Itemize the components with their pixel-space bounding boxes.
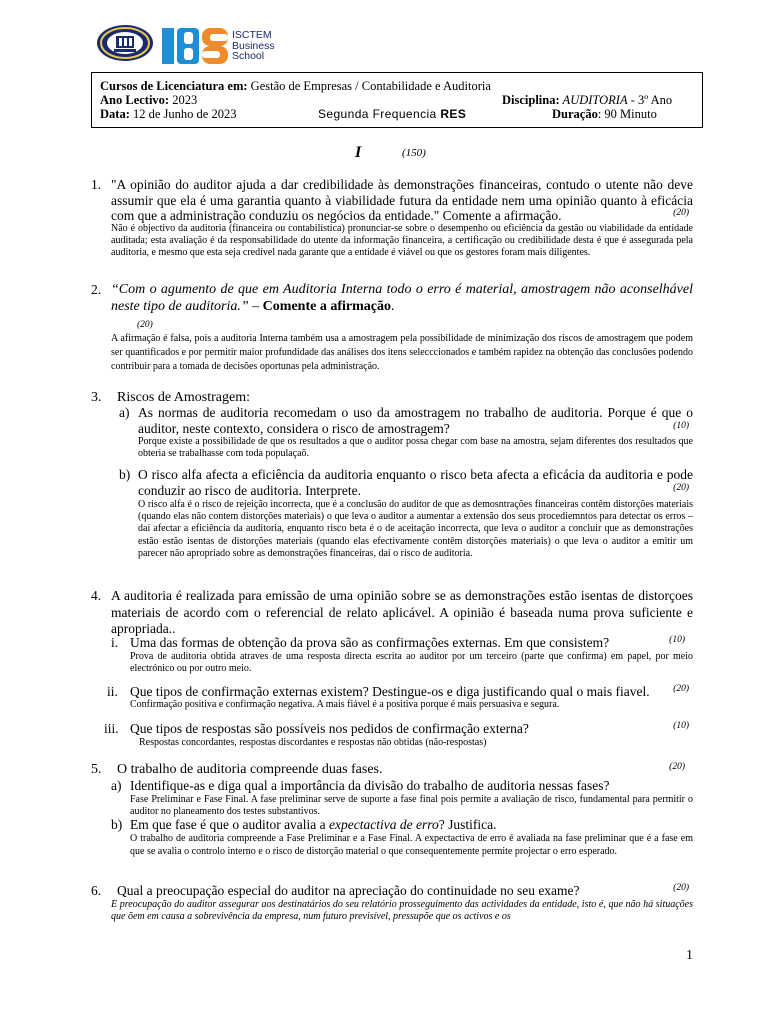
question-5-title: O trabalho de auditoria compreende duas fases.	[117, 762, 383, 777]
question-5b-emphasis: expectactiva de erro	[329, 817, 439, 832]
question-number: 2.	[91, 282, 102, 297]
question-4iii-text: Que tipos de respostas são possíveis nos pedidos de confirmação externa?	[130, 721, 529, 736]
item-text	[138, 405, 693, 436]
item-label: ii.	[107, 684, 118, 699]
answer-5a: Fase Preliminar e Fase Final. A fase preliminar serve de suporte a fase final pois permite a avaliação de risco, fundamental para permitir o auditor no planeamento dos testes substantivos.	[130, 794, 693, 817]
isctem-seal-logo	[96, 24, 154, 62]
page-number: 1	[686, 948, 693, 963]
item-text	[130, 817, 693, 833]
question-points: (20)	[673, 883, 689, 893]
frequency-title	[318, 107, 466, 121]
question-text	[111, 177, 693, 224]
question-4-text: A auditoria é realizada para emissão de uma opinião sobre se as demonstrações estão isentas de distorçoes materiais de acordo com o referencial de relato aplicável. A opinião é baseada numa prova suficiente e apropriada..	[111, 588, 693, 636]
exam-header-box	[91, 72, 703, 128]
date-label: Data:	[100, 107, 130, 121]
answer-6: É preocupação do auditor assegurar aos destinatários do seu relatório prosseguimento das actividades da entidade, isto é, que não há situações que õem em causa a sobrevivência da empresa, num futuro previsível, pressupõe que os activos e os	[111, 899, 693, 922]
section-heading	[0, 146, 768, 162]
answer-3b: O risco alfa é o risco de rejeição incorrecta, que é a conclusão do auditor de que as demosntrações financeiras contêm distorções materiais (quando elas não contem distorções materiais) o que leva o auditor a aumentar a extensão dos seus procediemntos para detectar os erros – daí afectar a eficiência da auditoria, enquanto risco beta é o de aceitação incorrecta, que leva o auditor a concluir que as demonstrações estão estão isentas de distorções materiais (quando elas efectivamente contêm distorções materiais) o que leva o auditor a emitir um parecer não apropriado sobre as demonstrações financeiras, daí o risco de auditoria.	[138, 499, 693, 559]
question-3a	[119, 405, 693, 436]
answer-4i: Prova de auditoria obtida atraves de uma resposta directa escrita ao auditor por um terceiro (parte que confirma) em papel, por meio electrónico ou por outro meio.	[130, 651, 693, 674]
question-5	[91, 762, 693, 778]
item-points: (10)	[673, 721, 689, 731]
question-number: 3.	[91, 390, 102, 405]
question-points: (20)	[673, 208, 689, 218]
question-text	[111, 281, 693, 315]
item-text	[138, 467, 693, 498]
ibs-text-3: School	[232, 50, 265, 62]
ibs-text-1: ISCTEM	[232, 29, 272, 41]
item-text	[130, 684, 693, 700]
courses-label: Cursos de Licenciatura em:	[100, 79, 248, 93]
header-row-year	[100, 93, 694, 107]
question-2-dash: –	[248, 299, 263, 314]
question-text	[117, 883, 693, 899]
item-label: i.	[111, 635, 119, 650]
question-number: 5.	[91, 762, 102, 777]
ibs-logo	[162, 26, 302, 66]
question-5a	[111, 778, 693, 794]
courses-value: Gestão de Empresas / Contabilidade e Auditoria	[247, 79, 491, 93]
answer-1: Não é objectivo da auditoria (financeira ou contabilística) pronunciar-se sobre o desempenho ou eficiência da gestão ou viabilidade da entidade auditada; esta avaliação é da responsabilidade do utente da informação financeira, a certificação ou credibilidade desta é que é assegurada pela auditoria, e mesmo que esta seja credível nada garante que a entidade é viável ou que os gestores foram mais diligentes.	[111, 223, 693, 258]
question-number: 6.	[91, 883, 102, 898]
question-number: 1.	[91, 177, 102, 192]
item-label: a)	[119, 405, 130, 420]
question-3b-text: O risco alfa afecta a eficiência da auditoria enquanto o risco beta afecta a eficácia da auditoria e pode conduzir ao risco de auditoria. Interprete.	[138, 467, 693, 498]
year-label: Ano Lectivo:	[100, 93, 170, 107]
item-label: b)	[119, 467, 131, 482]
answer-5b: O trabalho de auditoria compreende a Fase Preliminar e a Fase Final. A expectactiva de erro é avaliada na fase preliminar que é a fase em que se avalia o controlo interno e o risco de distorção material o que consequentemente permite projectar o erro esperado.	[130, 833, 693, 857]
header-row-date	[100, 107, 694, 121]
question-2-points: (20)	[137, 320, 153, 330]
answer-2: A afirmação é falsa, pois a auditoria Interna também usa a amostragem pela possibilidade de minimização dos riscos de amostragem que podem ser quantificados e por permitir maior profundidade das análises dos itens selecccionados e também rapidez na obtenção das conclusões podendo contribuir para a tomada de decisões oportunas pela administração.	[111, 333, 693, 372]
question-1-text: "A opinião do auditor ajuda a dar credibilidade às demonstrações financeiras, contudo o utente não deve assumir que ela é uma garantia quanto à viabilidade futura da entidade nem uma opinião quanto à eficácia com que a administração conduziu os negócios da entidade." Comente a afirmação.	[111, 177, 693, 223]
item-points: (20)	[673, 482, 689, 493]
question-4i	[111, 635, 693, 651]
section-points: (150)	[402, 147, 426, 159]
duration-label: Duração	[552, 107, 598, 121]
question-4iii	[104, 721, 693, 737]
discipline-label: Disciplina:	[502, 93, 560, 107]
question-3-title: Riscos de Amostragem:	[117, 390, 250, 405]
question-4ii	[107, 684, 693, 700]
year-value: 2023	[169, 93, 198, 107]
question-4	[91, 588, 693, 638]
question-5a-text: Identifique-as e diga qual a importância da divisão do trabalho de auditoria nessas fases?	[130, 778, 610, 793]
question-text	[117, 762, 693, 778]
question-number: 4.	[91, 588, 102, 603]
frequency-text: Segunda Frequencia	[318, 107, 441, 121]
question-5b	[111, 817, 693, 833]
item-label: iii.	[104, 721, 119, 736]
logo-row	[96, 22, 336, 68]
duration-value: : 90 Minuto	[597, 107, 657, 121]
question-6	[91, 883, 693, 899]
question-5b-end: ? Justifica.	[438, 817, 497, 832]
discipline-year: - 3º Ano	[627, 93, 673, 107]
answer-4iii: Respostas concordantes, respostas discordantes e respostas não obtidas (não-respostas)	[139, 737, 487, 748]
answer-3a: Porque existe a possibilidade de que os resultados a que o auditor possa chegar com base na amostra, sejam diferentes dos resultados que obteria se trabalhasse com toda populaçaõ.	[138, 436, 693, 459]
item-text	[130, 721, 693, 737]
question-3a-text: As normas de auditoria recomedam o uso da amostragem no trabalho de auditoria. Porque é que o auditor, neste contexto, considera o risco de amostragem?	[138, 405, 693, 436]
question-4i-text: Uma das formas de obtenção da prova são as confirmações externas. Em que consistem?	[130, 635, 610, 650]
section-numeral: I	[355, 144, 362, 161]
duration	[552, 107, 657, 121]
question-6-text: Qual a preocupação especial do auditor na apreciação do continuidade no seu exame?	[117, 883, 580, 898]
item-points: (10)	[669, 635, 685, 645]
item-label: b)	[111, 817, 123, 832]
date-value: 12 de Junho de 2023	[129, 107, 237, 121]
discipline	[502, 93, 672, 107]
question-5b-text: Em que fase é que o auditor avalia a	[130, 817, 330, 832]
question-2-end: .	[390, 299, 395, 314]
header-row-courses	[100, 79, 694, 93]
question-2-instruction: Comente a afirmação	[262, 299, 391, 314]
item-label: a)	[111, 778, 122, 793]
answer-4ii: Confirmação positiva e confirmação negativa. A mais fiável é a positiva porque é mais persuasiva e segura.	[130, 699, 560, 710]
question-points: (20)	[669, 762, 685, 772]
question-2	[91, 281, 693, 315]
question-2-quote: “Com o agumento de que em Auditoria Interna todo o erro é material, amostragem não aconselhável neste tipo de auditoria.”	[111, 282, 693, 314]
question-3b	[119, 467, 693, 498]
question-3	[91, 390, 693, 406]
item-points: (20)	[673, 684, 689, 694]
discipline-value: AUDITORIA	[559, 93, 628, 107]
ibs-text-2: Business	[232, 39, 275, 52]
item-text	[130, 635, 693, 651]
question-4ii-text: Que tipos de confirmação externas existem? Destingue-os e diga justificando qual o mais fiavel.	[130, 684, 650, 699]
frequency-bold: RES	[440, 107, 467, 121]
item-points: (10)	[673, 420, 689, 431]
question-1	[91, 177, 693, 224]
